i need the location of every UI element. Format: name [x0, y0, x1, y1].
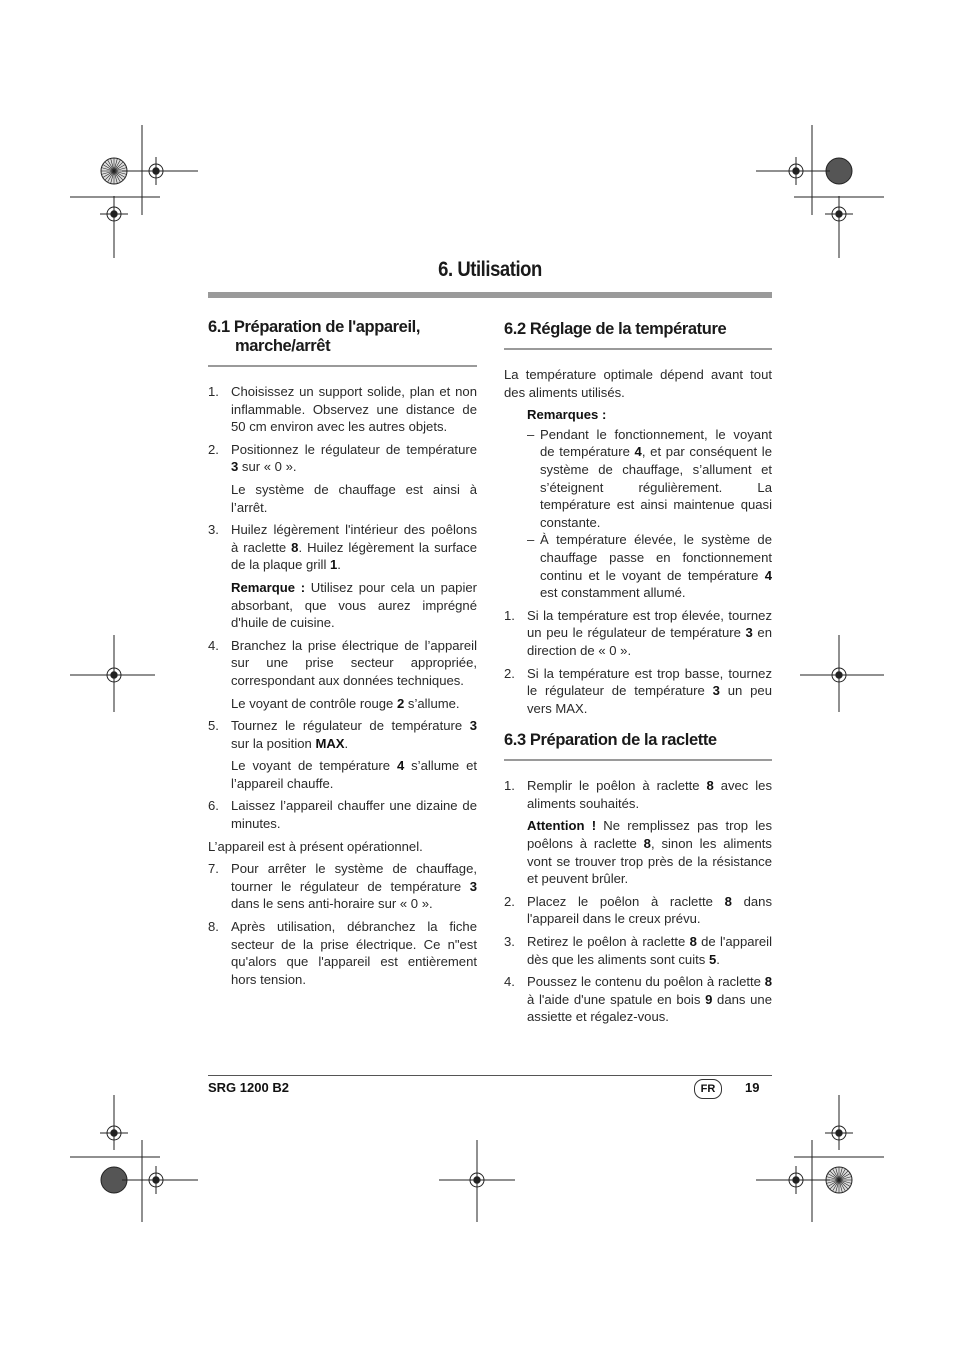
list-item — [208, 383, 477, 436]
attention-label: Attention ! — [527, 818, 597, 834]
paragraph: La température optimale dépend avant tout des aliments utilisés. — [504, 367, 772, 400]
ref-number: 5 — [708, 951, 717, 967]
item-text: de l'appareil dès que les aliments sont cuits — [527, 934, 772, 967]
list-item — [208, 637, 477, 690]
item-text: À température élevée, le système de chauffage passe en fonctionnement continu et le voyant de température — [540, 532, 772, 583]
item-number: 4. — [208, 637, 219, 653]
item-text: est constamment allumé. — [540, 585, 686, 601]
section-heading-6-3: 6.3 Préparation de la raclette — [504, 731, 772, 761]
ref-number: 8 — [724, 893, 732, 909]
item-text: Pendant le fonctionnement, le voyant de température — [540, 426, 772, 460]
list-item — [208, 860, 477, 913]
ref-number: 8 — [643, 836, 651, 852]
ref-number: MAX — [315, 735, 345, 751]
ref-number: 8 — [689, 934, 697, 950]
item-number: 8. — [208, 919, 219, 935]
dash-bullet: – — [527, 532, 535, 548]
list-item — [504, 607, 772, 660]
ref-number: 4 — [634, 444, 642, 460]
item-number: 2. — [504, 665, 515, 681]
list-item — [504, 973, 772, 1026]
ref-number: 1 — [330, 557, 338, 573]
item-text: dans le sens anti-horaire sur « 0 ». — [231, 896, 433, 912]
item-text: Positionnez le régulateur de température — [231, 441, 477, 457]
heading-line-2: marche/arrêt — [235, 337, 331, 355]
list-item — [504, 893, 772, 928]
item-note — [208, 579, 477, 632]
item-text: Choisissez un support solide, plan et non inflammable. Observez une distance de 50 cm environ avec les autres objets. — [231, 384, 477, 435]
ref-number: 8 — [706, 778, 714, 794]
item-text: . Huilez légèrement la surface de la plaque grill — [231, 539, 478, 573]
list-item — [208, 521, 477, 574]
language-badge: FR — [694, 1079, 722, 1099]
left-column — [208, 318, 477, 993]
page-title: 6. Utilisation — [438, 258, 542, 281]
item-text: dans l'appareil dans le creux prévu. — [527, 893, 772, 927]
ref-number: 2 — [396, 695, 405, 711]
ref-number: 3 — [745, 625, 753, 641]
ref-number: 3 — [469, 718, 477, 734]
item-text: . — [337, 557, 341, 573]
item-text: dans une assiette et régalez-vous. — [527, 991, 772, 1025]
page-number: 19 — [745, 1080, 760, 1095]
item-number: 4. — [504, 974, 515, 990]
item-number: 6. — [208, 798, 219, 814]
section-heading-6-2: 6.2 Réglage de la température — [504, 318, 772, 350]
list-item — [208, 717, 477, 752]
footer-rule — [208, 1075, 772, 1076]
item-text: Poussez le contenu du poêlon à raclette — [527, 974, 765, 990]
item-text: s’allume et l’appareil chauffe. — [231, 758, 477, 791]
item-number: 1. — [504, 778, 515, 794]
remark-label: Remarques : — [527, 407, 607, 423]
item-text: Remplir le poêlon à raclette — [527, 778, 707, 794]
item-text: , sinon les aliments vont se trouver trop près de la résistance et peuvent brûler. — [527, 836, 772, 887]
item-number: 1. — [208, 384, 219, 399]
item-number: 7. — [208, 861, 219, 877]
item-text: Ne remplissez pas trop les poêlons à raclette — [527, 818, 772, 852]
item-number: 1. — [504, 607, 515, 623]
item-note — [504, 817, 772, 887]
item-note: Le système de chauffage est ainsi à l’arrêt. — [231, 481, 477, 515]
item-text: Branchez la prise électrique de l’appareil sur une prise secteur appropriée, correspondant aux données techniques. — [231, 637, 477, 688]
dash-item — [504, 531, 772, 601]
item-text: sur « 0 ». — [238, 459, 297, 475]
ref-number: 3 — [469, 878, 477, 894]
ref-number: 9 — [705, 991, 713, 1007]
item-text: avec les aliments souhaités. — [527, 778, 773, 811]
item-text: Retirez le poêlon à raclette — [527, 934, 690, 950]
item-text: . — [344, 735, 349, 751]
ref-number: 4 — [396, 758, 405, 774]
item-text: Tournez le régulateur de température — [231, 718, 470, 734]
item-text: , et par conséquent le système de chauffage, s’allument et s’éteignent régulièrement. La température est ainsi maintenue quasi constante. — [540, 444, 772, 530]
item-text: . — [716, 951, 720, 967]
footer-model: SRG 1200 B2 — [208, 1080, 289, 1095]
remarks-label — [504, 406, 772, 424]
item-text: Huilez légèrement l'intérieur des poêlons à raclette — [231, 522, 477, 555]
remark-label: Remarque : — [231, 579, 306, 595]
item-text: Pour arrêter le système de chauffage, tourner le régulateur de température — [231, 861, 477, 894]
list-item — [504, 933, 772, 968]
item-text: Si la température est trop élevée, tournez un peu le régulateur de température — [527, 607, 772, 641]
ref-number: 4 — [764, 567, 772, 583]
item-number: 3. — [208, 522, 219, 538]
title-rule — [208, 292, 772, 298]
list-item — [208, 441, 477, 476]
item-number: 2. — [208, 441, 219, 457]
list-item — [208, 797, 477, 832]
item-text: Utilisez pour cela un papier absorbant, que vous aurez imprégné d'huile de cuisine. — [231, 579, 477, 631]
list-item — [208, 918, 477, 988]
item-text: sur la position — [231, 735, 316, 751]
item-number: 2. — [504, 893, 515, 909]
item-number: 3. — [504, 934, 515, 950]
item-number: 5. — [208, 718, 219, 734]
item-text: s’allume. — [404, 695, 460, 711]
item-text: Si la température est trop basse, tournez le régulateur de température — [527, 665, 772, 699]
item-text: Placez le poêlon à raclette — [527, 893, 725, 909]
list-item — [504, 665, 772, 718]
ref-number: 3 — [712, 683, 720, 699]
right-column — [504, 318, 772, 1031]
item-note — [208, 695, 477, 713]
dash-bullet: – — [527, 426, 535, 442]
item-text: Le voyant de température — [231, 758, 397, 774]
item-text: Laissez l’appareil chauffer une dizaine de minutes. — [231, 798, 477, 832]
item-text: à l'aide d'une spatule en bois — [527, 991, 706, 1007]
dash-item — [504, 426, 772, 532]
ref-number: 3 — [231, 459, 239, 475]
item-note — [208, 757, 477, 792]
item-text: Le voyant de contrôle rouge — [231, 695, 397, 711]
item-text: Après utilisation, débranchez la fiche secteur de la prise électrique. Ce n"est qu'alors que l'appareil est entièrement hors tension. — [231, 919, 477, 987]
heading-line-1: 6.1 Préparation de l'appareil, — [208, 318, 421, 336]
section-heading-6-1 — [208, 318, 477, 367]
list-item — [504, 777, 772, 812]
ref-number: 8 — [764, 974, 772, 990]
ref-number: 8 — [291, 539, 299, 555]
item-text: un peu vers MAX. — [527, 683, 772, 716]
item-text: en direction de « 0 ». — [527, 625, 772, 658]
paragraph: L’appareil est à présent opérationnel. — [208, 838, 423, 854]
